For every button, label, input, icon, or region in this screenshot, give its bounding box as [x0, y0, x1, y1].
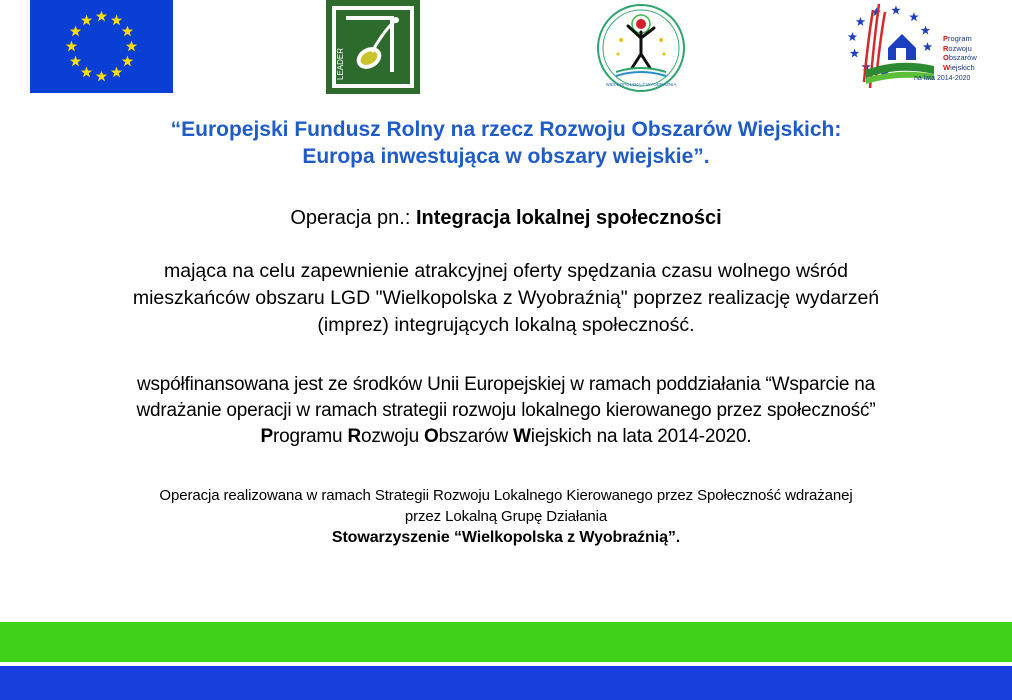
operation-line: [0, 205, 1012, 231]
eu-star-icon: [126, 41, 137, 52]
organization-name: Stowarzyszenie “Wielkopolska z Wyobraźnią”.: [331, 529, 681, 546]
lgd-wielkopolska-logo-icon: [594, 2, 688, 94]
eu-flag-icon: [30, 0, 173, 93]
prow-star-icon: [848, 32, 858, 41]
prow-star-icon: [921, 26, 931, 35]
eu-star-icon: [96, 71, 107, 82]
purpose-line-2: mieszkańców obszaru LGD "Wielkopolska z Wyobraźnią" poprzez realizację wydarzeń: [132, 287, 880, 309]
purpose-line-1: mająca na celu zapewnienie atrakcyjnej oferty spędzania czasu wolnego wśród: [164, 260, 848, 282]
operation-prefix: Operacja pn.:: [290, 207, 416, 229]
eu-star-icon: [122, 56, 133, 67]
footer-band-green: [0, 622, 1012, 662]
headline: [0, 116, 1012, 170]
prow-star-icon: [850, 48, 860, 57]
footer-band-blue: [0, 666, 1012, 700]
prow-logo-text: Program Rozwoju Obszarów Wiejskich: [943, 34, 977, 72]
prow-years: na lata 2014-2020: [914, 75, 971, 82]
cofinance-paragraph: [0, 372, 1012, 450]
eu-star-icon: [96, 11, 107, 22]
leader-text: LEADER: [336, 47, 345, 80]
eu-star-icon: [111, 15, 122, 26]
prow-star-icon: [856, 17, 866, 26]
eu-star-icon: [70, 26, 81, 37]
eu-star-icon: [122, 26, 133, 37]
prow-star-icon: [891, 5, 901, 14]
strategy-paragraph: [0, 485, 1012, 548]
operation-name: Integracja lokalnej społeczności: [415, 207, 722, 229]
eu-star-icon: [111, 66, 122, 77]
strategy-line-1: Operacja realizowana w ramach Strategii Rozwoju Lokalnego Kierowanego przez Społeczność wdrażanej: [159, 487, 853, 504]
eu-star-icon: [66, 41, 77, 52]
eu-star-icon: [70, 56, 81, 67]
purpose-paragraph: [0, 258, 1012, 339]
cofinance-line-3: Programu Rozwoju Obszarów Wiejskich na lata 2014-2020.: [260, 426, 752, 447]
lgd-text: WIELKOPOLSKA Z WYOBRAŹNIĄ: [605, 82, 677, 87]
strategy-line-2: przez Lokalną Grupę Działania: [404, 508, 608, 525]
eu-star-icon: [81, 66, 92, 77]
prow-star-icon: [909, 12, 919, 21]
headline-line-1: “Europejski Fundusz Rolny na rzecz Rozwoju Obszarów Wiejskich:: [170, 118, 842, 141]
cofinance-line-1: współfinansowana jest ze środków Unii Europejskiej w ramach poddziałania “Wsparcie na: [136, 374, 876, 395]
leader-logo-icon: [326, 0, 420, 94]
eu-star-icon: [81, 15, 92, 26]
prow-star-icon: [923, 42, 933, 51]
cofinance-line-2: wdrażanie operacji w ramach strategii rozwoju lokalnego kierowanego przez społeczność”: [136, 400, 876, 421]
headline-line-2: Europa inwestująca w obszary wiejskie”.: [302, 145, 710, 168]
purpose-line-3: (imprez) integrujących lokalną społeczność.: [317, 314, 695, 336]
